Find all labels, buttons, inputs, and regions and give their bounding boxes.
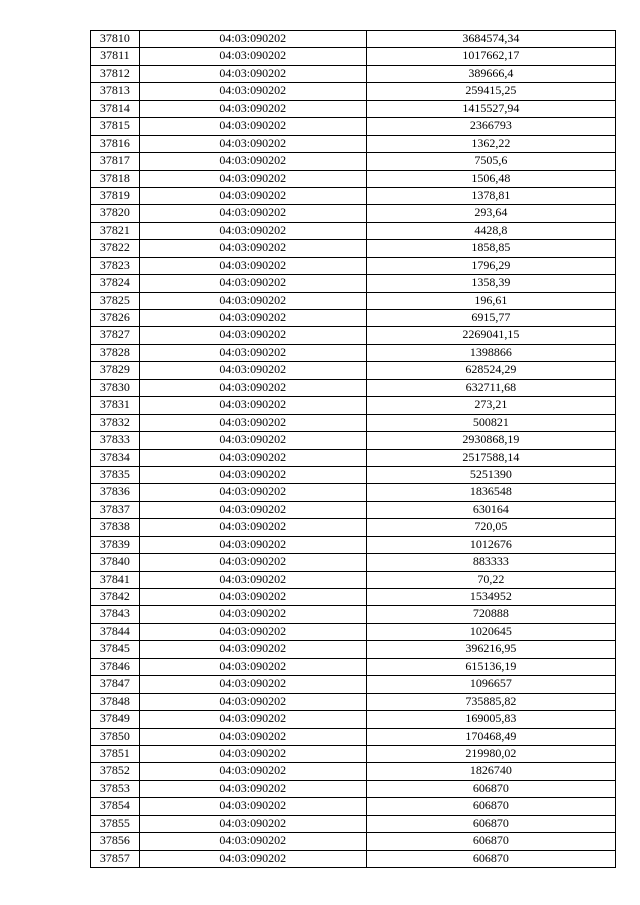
row-id-cell: 37837 [91,501,140,518]
code-cell: 04:03:090202 [139,623,366,640]
code-cell: 04:03:090202 [139,658,366,675]
table-row [91,536,616,553]
value-cell: 1362,22 [366,135,615,152]
table-row [91,763,616,780]
code-cell: 04:03:090202 [139,449,366,466]
table-row [91,798,616,815]
code-cell: 04:03:090202 [139,571,366,588]
table-row [91,240,616,257]
code-cell: 04:03:090202 [139,815,366,832]
row-id-cell: 37828 [91,344,140,361]
code-cell: 04:03:090202 [139,257,366,274]
value-cell: 3684574,34 [366,31,615,48]
value-cell: 293,64 [366,205,615,222]
value-cell: 1012676 [366,536,615,553]
row-id-cell: 37829 [91,362,140,379]
table-row [91,310,616,327]
row-id-cell: 37846 [91,658,140,675]
value-cell: 273,21 [366,397,615,414]
table-row [91,606,616,623]
table-row [91,623,616,640]
value-cell: 606870 [366,815,615,832]
table-row [91,658,616,675]
table-row [91,676,616,693]
code-cell: 04:03:090202 [139,519,366,536]
row-id-cell: 37849 [91,711,140,728]
code-cell: 04:03:090202 [139,728,366,745]
value-cell: 259415,25 [366,83,615,100]
table-row [91,65,616,82]
code-cell: 04:03:090202 [139,275,366,292]
value-cell: 883333 [366,554,615,571]
value-cell: 630164 [366,501,615,518]
table-row [91,48,616,65]
value-cell: 2517588,14 [366,449,615,466]
value-cell: 606870 [366,850,615,867]
code-cell: 04:03:090202 [139,414,366,431]
table-row [91,135,616,152]
row-id-cell: 37824 [91,275,140,292]
table-row [91,554,616,571]
code-cell: 04:03:090202 [139,222,366,239]
code-cell: 04:03:090202 [139,327,366,344]
value-cell: 170468,49 [366,728,615,745]
value-cell: 2930868,19 [366,432,615,449]
value-cell: 70,22 [366,571,615,588]
value-cell: 1826740 [366,763,615,780]
row-id-cell: 37825 [91,292,140,309]
table-row [91,379,616,396]
value-cell: 1796,29 [366,257,615,274]
value-cell: 1836548 [366,484,615,501]
table-row [91,257,616,274]
code-cell: 04:03:090202 [139,432,366,449]
table-row [91,850,616,867]
value-cell: 6915,77 [366,310,615,327]
row-id-cell: 37843 [91,606,140,623]
value-cell: 500821 [366,414,615,431]
code-cell: 04:03:090202 [139,501,366,518]
row-id-cell: 37832 [91,414,140,431]
row-id-cell: 37810 [91,31,140,48]
code-cell: 04:03:090202 [139,205,366,222]
table-row [91,292,616,309]
value-cell: 389666,4 [366,65,615,82]
table-row [91,449,616,466]
value-cell: 1017662,17 [366,48,615,65]
row-id-cell: 37815 [91,118,140,135]
code-cell: 04:03:090202 [139,48,366,65]
table-row [91,170,616,187]
value-cell: 4428,8 [366,222,615,239]
row-id-cell: 37827 [91,327,140,344]
code-cell: 04:03:090202 [139,676,366,693]
code-cell: 04:03:090202 [139,118,366,135]
code-cell: 04:03:090202 [139,466,366,483]
value-cell: 615136,19 [366,658,615,675]
code-cell: 04:03:090202 [139,693,366,710]
row-id-cell: 37839 [91,536,140,553]
value-cell: 606870 [366,780,615,797]
row-id-cell: 37842 [91,589,140,606]
row-id-cell: 37819 [91,187,140,204]
value-cell: 628524,29 [366,362,615,379]
row-id-cell: 37811 [91,48,140,65]
code-cell: 04:03:090202 [139,397,366,414]
table-row [91,31,616,48]
code-cell: 04:03:090202 [139,641,366,658]
table-row [91,432,616,449]
table-row [91,466,616,483]
code-cell: 04:03:090202 [139,31,366,48]
table-row [91,362,616,379]
code-cell: 04:03:090202 [139,100,366,117]
row-id-cell: 37854 [91,798,140,815]
value-cell: 1415527,94 [366,100,615,117]
value-cell: 396216,95 [366,641,615,658]
code-cell: 04:03:090202 [139,589,366,606]
code-cell: 04:03:090202 [139,344,366,361]
table-row [91,833,616,850]
table-row [91,100,616,117]
code-cell: 04:03:090202 [139,554,366,571]
row-id-cell: 37836 [91,484,140,501]
value-cell: 1096657 [366,676,615,693]
row-id-cell: 37840 [91,554,140,571]
table-row [91,484,616,501]
code-cell: 04:03:090202 [139,484,366,501]
code-cell: 04:03:090202 [139,536,366,553]
value-cell: 606870 [366,798,615,815]
value-cell: 169005,83 [366,711,615,728]
row-id-cell: 37852 [91,763,140,780]
code-cell: 04:03:090202 [139,362,366,379]
table-row [91,153,616,170]
value-cell: 720888 [366,606,615,623]
code-cell: 04:03:090202 [139,187,366,204]
data-table [90,30,616,868]
row-id-cell: 37853 [91,780,140,797]
value-cell: 632711,68 [366,379,615,396]
value-cell: 1858,85 [366,240,615,257]
code-cell: 04:03:090202 [139,763,366,780]
table-row [91,205,616,222]
value-cell: 2366793 [366,118,615,135]
row-id-cell: 37848 [91,693,140,710]
table-row [91,728,616,745]
row-id-cell: 37823 [91,257,140,274]
row-id-cell: 37851 [91,745,140,762]
row-id-cell: 37838 [91,519,140,536]
row-id-cell: 37822 [91,240,140,257]
value-cell: 196,61 [366,292,615,309]
value-cell: 1020645 [366,623,615,640]
row-id-cell: 37835 [91,466,140,483]
table-row [91,745,616,762]
table-row [91,501,616,518]
row-id-cell: 37814 [91,100,140,117]
value-cell: 1358,39 [366,275,615,292]
value-cell: 2269041,15 [366,327,615,344]
code-cell: 04:03:090202 [139,170,366,187]
row-id-cell: 37857 [91,850,140,867]
code-cell: 04:03:090202 [139,850,366,867]
table-row [91,275,616,292]
row-id-cell: 37845 [91,641,140,658]
table-row [91,397,616,414]
row-id-cell: 37813 [91,83,140,100]
code-cell: 04:03:090202 [139,310,366,327]
row-id-cell: 37834 [91,449,140,466]
code-cell: 04:03:090202 [139,606,366,623]
value-cell: 1398866 [366,344,615,361]
row-id-cell: 37850 [91,728,140,745]
row-id-cell: 37817 [91,153,140,170]
table-row [91,519,616,536]
code-cell: 04:03:090202 [139,135,366,152]
row-id-cell: 37812 [91,65,140,82]
value-cell: 735885,82 [366,693,615,710]
table-row [91,344,616,361]
table-row [91,222,616,239]
row-id-cell: 37856 [91,833,140,850]
code-cell: 04:03:090202 [139,379,366,396]
value-cell: 1534952 [366,589,615,606]
code-cell: 04:03:090202 [139,153,366,170]
code-cell: 04:03:090202 [139,65,366,82]
row-id-cell: 37830 [91,379,140,396]
code-cell: 04:03:090202 [139,745,366,762]
value-cell: 1378,81 [366,187,615,204]
value-cell: 720,05 [366,519,615,536]
table-row [91,589,616,606]
table-body [91,31,616,868]
row-id-cell: 37831 [91,397,140,414]
table-row [91,83,616,100]
value-cell: 606870 [366,833,615,850]
value-cell: 5251390 [366,466,615,483]
table-row [91,693,616,710]
table-row [91,711,616,728]
table-row [91,187,616,204]
table-row [91,571,616,588]
code-cell: 04:03:090202 [139,798,366,815]
row-id-cell: 37841 [91,571,140,588]
table-row [91,414,616,431]
value-cell: 1506,48 [366,170,615,187]
row-id-cell: 37844 [91,623,140,640]
row-id-cell: 37818 [91,170,140,187]
value-cell: 7505,6 [366,153,615,170]
row-id-cell: 37816 [91,135,140,152]
row-id-cell: 37833 [91,432,140,449]
code-cell: 04:03:090202 [139,780,366,797]
table-row [91,641,616,658]
row-id-cell: 37821 [91,222,140,239]
code-cell: 04:03:090202 [139,83,366,100]
row-id-cell: 37826 [91,310,140,327]
table-row [91,815,616,832]
row-id-cell: 37855 [91,815,140,832]
table-row [91,780,616,797]
value-cell: 219980,02 [366,745,615,762]
table-row [91,118,616,135]
row-id-cell: 37847 [91,676,140,693]
code-cell: 04:03:090202 [139,711,366,728]
code-cell: 04:03:090202 [139,240,366,257]
code-cell: 04:03:090202 [139,833,366,850]
code-cell: 04:03:090202 [139,292,366,309]
row-id-cell: 37820 [91,205,140,222]
table-row [91,327,616,344]
